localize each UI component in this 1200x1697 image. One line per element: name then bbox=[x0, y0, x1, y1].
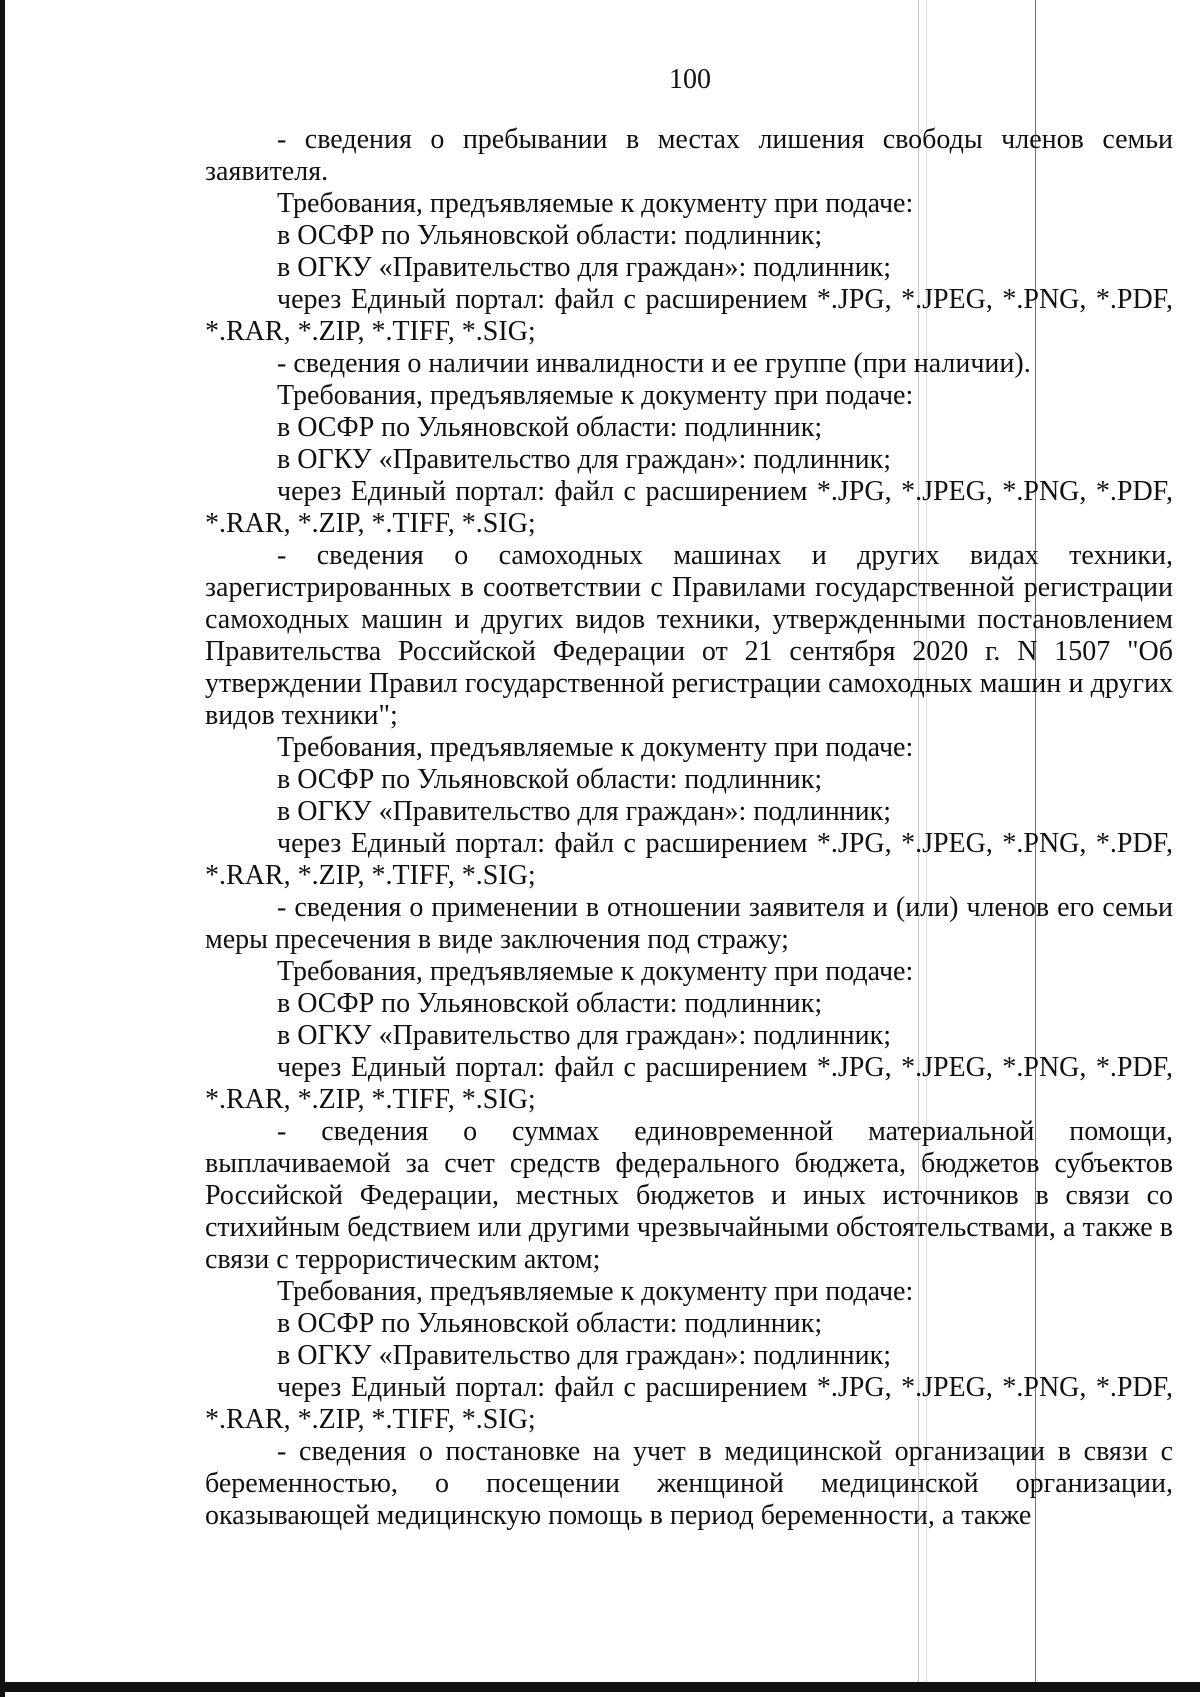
paragraph: Требования, предъявляемые к документу при подаче: bbox=[277, 1276, 914, 1307]
paragraph: в ОГКУ «Правительство для граждан»: подлинник; bbox=[277, 796, 892, 827]
paragraph: в ОГКУ «Правительство для граждан»: подлинник; bbox=[277, 1020, 892, 1051]
paragraph: в ОСФР по Ульяновской области: подлинник; bbox=[277, 988, 823, 1019]
paragraph: - сведения о наличии инвалидности и ее группе (при наличии). bbox=[277, 348, 1031, 379]
scan-border-bottom bbox=[0, 1682, 1200, 1692]
paragraph: через Единый портал: файл с расширением *.JPG, *.JPEG, *.PNG, *.PDF, *.RAR, *.ZIP, *.TIFF, *.SIG; bbox=[205, 1052, 1173, 1115]
paragraph: Требования, предъявляемые к документу при подаче: bbox=[277, 732, 914, 763]
paragraph: в ОГКУ «Правительство для граждан»: подлинник; bbox=[277, 1340, 892, 1371]
paragraph: Требования, предъявляемые к документу при подаче: bbox=[277, 188, 914, 219]
paragraph: - сведения о постановке на учет в медицинской организации в связи с беременностью, о посещении женщиной медицинской организации, оказывающей медицинскую помощь в период беременности, а также bbox=[205, 1436, 1173, 1531]
page-number: 100 bbox=[669, 64, 711, 95]
paragraph: в ОСФР по Ульяновской области: подлинник; bbox=[277, 764, 823, 795]
paragraph: через Единый портал: файл с расширением *.JPG, *.JPEG, *.PNG, *.PDF, *.RAR, *.ZIP, *.TIFF, *.SIG; bbox=[205, 1372, 1173, 1435]
paragraph: - сведения о применении в отношении заявителя и (или) членов его семьи меры пресечения в виде заключения под стражу; bbox=[205, 892, 1173, 955]
paragraph: через Единый портал: файл с расширением *.JPG, *.JPEG, *.PNG, *.PDF, *.RAR, *.ZIP, *.TIFF, *.SIG; bbox=[205, 476, 1173, 539]
paragraph: в ОСФР по Ульяновской области: подлинник; bbox=[277, 1308, 823, 1339]
paragraph: - сведения о самоходных машинах и других видах техники, зарегистрированных в соответствии с Правилами государственной регистрации самоходных машин и других видов техники, утвержденными постановлением Правительства Российской Федерации от 21 сентября 2020 г. N 1507 "Об утверждении Правил государственной регистрации самоходных машин и других видов техники"; bbox=[205, 540, 1173, 731]
scan-border-left bbox=[0, 0, 5, 1697]
paragraph: Требования, предъявляемые к документу при подаче: bbox=[277, 956, 914, 987]
paragraph: в ОСФР по Ульяновской области: подлинник; bbox=[277, 412, 823, 443]
paragraph: через Единый портал: файл с расширением *.JPG, *.JPEG, *.PNG, *.PDF, *.RAR, *.ZIP, *.TIFF, *.SIG; bbox=[205, 284, 1173, 347]
paragraph: через Единый портал: файл с расширением *.JPG, *.JPEG, *.PNG, *.PDF, *.RAR, *.ZIP, *.TIFF, *.SIG; bbox=[205, 828, 1173, 891]
paragraph: в ОГКУ «Правительство для граждан»: подлинник; bbox=[277, 444, 892, 475]
paragraph: Требования, предъявляемые к документу при подаче: bbox=[277, 380, 914, 411]
paragraph: в ОСФР по Ульяновской области: подлинник; bbox=[277, 220, 823, 251]
paragraph: - сведения о суммах единовременной материальной помощи, выплачиваемой за счет средств федерального бюджета, бюджетов субъектов Российской Федерации, местных бюджетов и иных источников в связи со стихийным бедствием или другими чрезвычайными обстоятельствами, а также в связи с террористическим актом; bbox=[205, 1116, 1173, 1275]
paragraph: в ОГКУ «Правительство для граждан»: подлинник; bbox=[277, 252, 892, 283]
document-body bbox=[205, 124, 1173, 1532]
paragraph: - сведения о пребывании в местах лишения свободы членов семьи заявителя. bbox=[205, 124, 1173, 187]
